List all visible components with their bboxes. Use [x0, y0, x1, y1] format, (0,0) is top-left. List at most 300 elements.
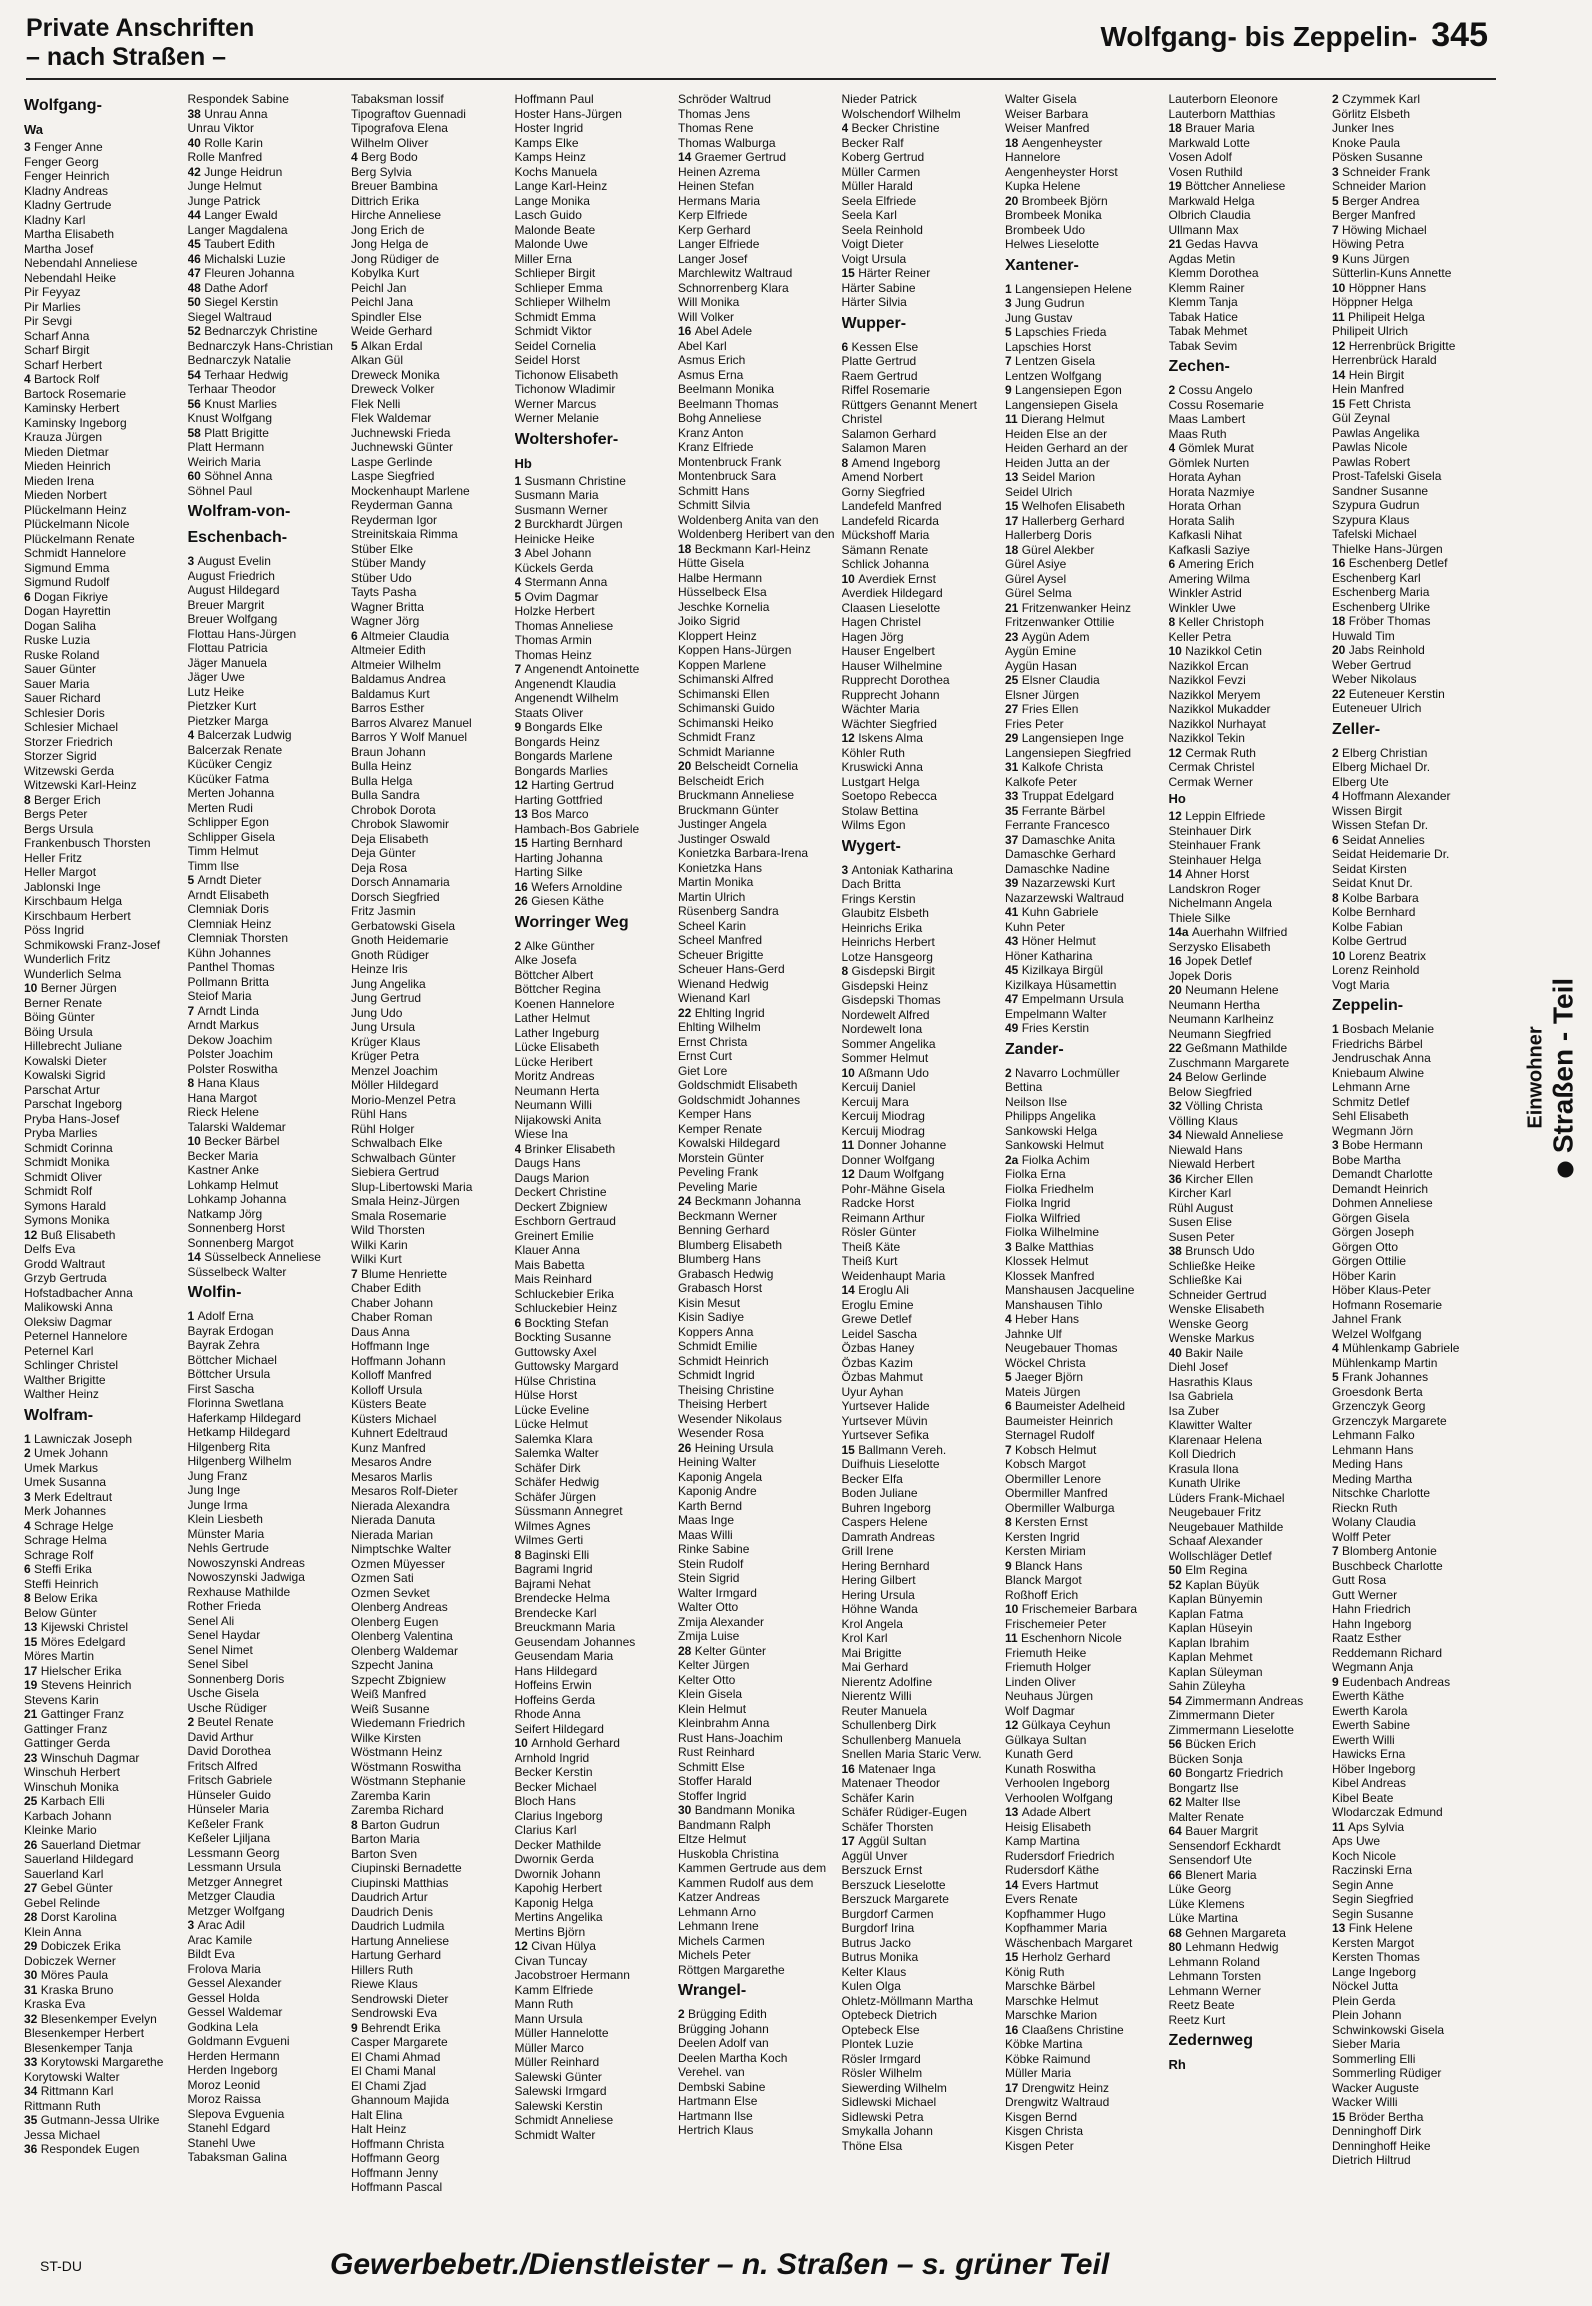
resident-entry: [1169, 427, 1327, 442]
resident-name: Clarius Ingeborg: [514, 1808, 603, 1823]
resident-name: Berger Manfred: [1332, 208, 1416, 222]
resident-entry: [1332, 150, 1490, 165]
resident-name: Giesen Käthe: [531, 894, 604, 908]
side-tab-line1: Einwohner: [1524, 1026, 1547, 1129]
resident-name: Herrenbrück Brigitte: [1348, 338, 1456, 353]
resident-name: Reddemann Richard: [1332, 1645, 1443, 1660]
street-heading: Wolfgang-: [24, 97, 102, 114]
resident-name: Rittmann Ruth: [24, 2098, 101, 2113]
resident-entry: [515, 1243, 673, 1258]
resident-entry: [1169, 983, 1327, 998]
house-number: 64: [1168, 1824, 1186, 1838]
resident-name: Keller Petra: [1168, 629, 1232, 644]
house-number: 17: [841, 1834, 859, 1848]
resident-entry: [188, 946, 346, 961]
resident-entry: [515, 1084, 673, 1099]
resident-name: Wilke Kirsten: [351, 1730, 422, 1745]
resident-entry: [1169, 1810, 1327, 1825]
resident-entry: [24, 1983, 182, 1998]
resident-name: Jung Gertrud: [351, 991, 422, 1005]
resident-name: Below Erika: [34, 1591, 98, 1605]
resident-entry: [24, 1344, 182, 1359]
resident-entry: [351, 1499, 509, 1514]
resident-entry: [24, 474, 182, 489]
resident-name: Jong Erich de: [351, 222, 425, 237]
resident-name: Bayrak Erdogan: [187, 1323, 274, 1338]
house-number: 52: [187, 324, 205, 338]
resident-entry: [842, 1501, 1000, 1516]
resident-entry: [188, 1265, 346, 1280]
resident-entry: [24, 691, 182, 706]
resident-entry: [515, 1606, 673, 1621]
resident-name: Agdas Metin: [1168, 251, 1236, 266]
resident-entry: [1332, 2066, 1490, 2081]
resident-name: Miller Erna: [514, 251, 572, 266]
resident-name: Daudrich Denis: [351, 1904, 434, 1919]
resident-name: Tipografova Elena: [351, 121, 448, 135]
resident-name: Krüger Petra: [351, 1049, 420, 1063]
resident-name: Görgen Ottilie: [1332, 1254, 1407, 1268]
house-number: 2: [514, 517, 525, 531]
resident-entry: [515, 1011, 673, 1026]
resident-entry: [188, 1889, 346, 1904]
resident-entry: [842, 775, 1000, 790]
resident-entry: [188, 1236, 346, 1251]
resident-name: Adolf Erna: [197, 1309, 254, 1323]
resident-name: Peichl Jana: [351, 295, 414, 309]
resident-entry: [678, 2036, 836, 2051]
resident-name: Becker Christine: [851, 121, 940, 135]
resident-name: Nierada Marian: [351, 1527, 434, 1542]
house-number: 23: [1005, 629, 1022, 644]
resident-name: Steiof Maria: [187, 989, 252, 1003]
resident-name: Michels Peter: [678, 1948, 751, 1962]
resident-name: Deja Günter: [351, 846, 416, 860]
resident-entry: [842, 1747, 1000, 1762]
resident-entry: [1005, 934, 1163, 949]
resident-entry: [1332, 949, 1490, 964]
resident-entry: [351, 1209, 509, 1224]
resident-entry: [24, 1693, 182, 1708]
resident-name: Rühl Hans: [351, 1107, 408, 1121]
resident-entry: [188, 1091, 346, 1106]
resident-name: Zimmermann Andreas: [1185, 1693, 1304, 1708]
house-number: 12: [514, 1939, 532, 1953]
resident-entry: [1005, 2081, 1163, 2096]
resident-name: Nierentz Adolfine: [841, 1674, 933, 1689]
resident-entry: [24, 1780, 182, 1795]
resident-entry: [515, 1185, 673, 1200]
resident-name: Schäfer Rüdiger-Eugen: [841, 1805, 967, 1819]
resident-entry: [678, 1049, 836, 1064]
resident-name: Brombeek Monika: [1005, 208, 1102, 222]
resident-name: Nazikkol Mukadder: [1168, 702, 1271, 716]
resident-name: Küsters Beate: [351, 1397, 427, 1411]
resident-name: Staats Oliver: [514, 705, 584, 720]
resident-name: Diehl Josef: [1168, 1360, 1228, 1374]
resident-name: Kunath Ulrike: [1168, 1476, 1241, 1490]
resident-entry: [24, 1751, 182, 1766]
resident-entry: [1005, 905, 1163, 920]
resident-entry: [1332, 833, 1490, 848]
resident-name: Gessel Alexander: [187, 1976, 282, 1990]
resident-entry: [1332, 556, 1490, 571]
resident-name: Voigt Ursula: [841, 251, 907, 266]
house-number: 7: [187, 1003, 198, 1018]
resident-name: Arndt Dieter: [197, 873, 262, 887]
house-number: 9: [1332, 251, 1343, 266]
resident-entry: [1005, 121, 1163, 136]
resident-entry: [515, 1707, 673, 1722]
resident-entry: [24, 532, 182, 547]
resident-entry: [1169, 1520, 1327, 1535]
resident-name: Blumberg Hans: [678, 1252, 761, 1266]
resident-entry: [188, 295, 346, 310]
resident-entry: [351, 295, 509, 310]
resident-entry: [842, 993, 1000, 1008]
resident-entry: [1332, 1588, 1490, 1603]
resident-name: Steinhauer Helga: [1168, 852, 1262, 867]
resident-entry: [842, 1182, 1000, 1197]
resident-name: Härter Silvia: [841, 295, 907, 309]
resident-entry: [351, 629, 509, 644]
house-number: 13: [1005, 470, 1022, 484]
resident-name: Dreweck Volker: [351, 382, 435, 396]
resident-name: Maas Ruth: [1168, 426, 1227, 441]
resident-entry: [24, 430, 182, 445]
resident-entry: [842, 1254, 1000, 1269]
resident-entry: [188, 902, 346, 917]
resident-name: Sauerland Karl: [24, 1866, 104, 1881]
resident-entry: [351, 1818, 509, 1833]
resident-name: Tafelski Michael: [1332, 527, 1417, 541]
house-number: 13: [24, 1620, 41, 1634]
resident-entry: [678, 1890, 836, 1905]
resident-entry: [1332, 426, 1490, 441]
resident-entry: [188, 1149, 346, 1164]
resident-name: Wegmann Anja: [1332, 1660, 1414, 1674]
resident-name: Werner Melanie: [514, 411, 599, 425]
resident-entry: [188, 266, 346, 281]
resident-entry: [188, 1527, 346, 1542]
resident-entry: [515, 720, 673, 735]
resident-entry: [24, 488, 182, 503]
resident-entry: [515, 1852, 673, 1867]
resident-entry: [351, 426, 509, 441]
resident-entry: [842, 456, 1000, 471]
resident-name: Wolany Claudia: [1332, 1515, 1416, 1529]
resident-name: Jung Gustav: [1005, 310, 1073, 325]
resident-name: Heller Fritz: [24, 850, 83, 865]
resident-name: Dietrich Hiltrud: [1332, 2153, 1411, 2167]
resident-name: Dorsch Annamaria: [351, 875, 450, 889]
resident-entry: [351, 2166, 509, 2181]
resident-entry: [1169, 470, 1327, 485]
resident-name: Sommerling Rüdiger: [1332, 2066, 1442, 2080]
resident-name: Yurtsever Sefika: [841, 1428, 929, 1442]
resident-name: Rüsenberg Sandra: [678, 904, 779, 918]
resident-entry: [678, 498, 836, 513]
resident-entry: [1005, 557, 1163, 572]
resident-name: Senel Sibel: [187, 1657, 249, 1671]
resident-entry: [678, 614, 836, 629]
resident-name: Lasch Guido: [514, 208, 582, 222]
resident-entry: [515, 1200, 673, 1215]
house-number: 37: [1005, 832, 1022, 847]
resident-entry: [1169, 1940, 1327, 1955]
resident-name: Klein Anna: [24, 1924, 82, 1939]
resident-name: Görlitz Elsbeth: [1332, 106, 1411, 121]
resident-name: Sehl Elisabeth: [1332, 1109, 1409, 1123]
resident-name: Müller Hannelotte: [514, 2026, 609, 2040]
resident-entry: [1005, 1907, 1163, 1922]
resident-entry: [24, 2128, 182, 2143]
resident-name: Wenske Markus: [1168, 1331, 1255, 1345]
resident-entry: [678, 2123, 836, 2138]
resident-entry: [515, 411, 673, 426]
resident-name: Langensiepen Helene: [1015, 281, 1132, 296]
resident-name: Soetopo Rebecca: [841, 789, 937, 803]
resident-name: Heiden Gerhard an der: [1005, 441, 1128, 455]
resident-name: Verhoolen Wolfgang: [1005, 1790, 1113, 1805]
resident-entry: [678, 933, 836, 948]
resident-name: Ferrante Bärbel: [1021, 803, 1106, 818]
resident-entry: [678, 1774, 836, 1789]
resident-name: Mieden Norbert: [24, 488, 107, 502]
resident-entry: [842, 1834, 1000, 1849]
resident-entry: [24, 1852, 182, 1867]
house-number: 2: [24, 1446, 35, 1460]
resident-name: Kunz Manfred: [351, 1440, 426, 1455]
resident-name: Schäfer Karin: [841, 1790, 915, 1805]
resident-name: Christel: [841, 412, 883, 426]
resident-name: Seidel Ulrich: [1005, 484, 1073, 499]
resident-entry: [1332, 1994, 1490, 2009]
resident-name: Bartock Rosemarie: [24, 386, 127, 401]
resident-entry: [351, 1470, 509, 1485]
resident-entry: [1005, 1544, 1163, 1559]
resident-name: Rother Frieda: [187, 1599, 261, 1613]
resident-name: Rudersdorf Friedrich: [1005, 1848, 1115, 1863]
resident-name: Lather Ingeburg: [514, 1025, 600, 1040]
resident-name: Rinke Sabine: [678, 1542, 750, 1556]
resident-entry: [678, 1557, 836, 1572]
resident-name: Below Günter: [24, 1605, 97, 1620]
resident-name: Raatz Esther: [1332, 1631, 1402, 1645]
resident-name: Guttowsky Axel: [514, 1344, 597, 1359]
house-number: 2: [1168, 383, 1179, 397]
resident-entry: [1332, 2008, 1490, 2023]
resident-entry: [188, 656, 346, 671]
resident-entry: [678, 1484, 836, 1499]
resident-entry: [24, 329, 182, 344]
resident-name: Angenendt Antoinette: [524, 662, 640, 676]
resident-name: Fett Christa: [1348, 396, 1411, 411]
resident-entry: [24, 1054, 182, 1069]
resident-entry: [188, 1324, 346, 1339]
resident-name: Eroglu Ali: [858, 1283, 909, 1297]
resident-name: Stevens Karin: [24, 1692, 99, 1707]
resident-name: Dach Britta: [841, 877, 901, 891]
resident-entry: [188, 1062, 346, 1077]
resident-entry: [24, 2142, 182, 2157]
resident-entry: [1169, 1476, 1327, 1491]
resident-entry: [188, 931, 346, 946]
resident-entry: [351, 1238, 509, 1253]
resident-entry: [842, 1689, 1000, 1704]
resident-entry: [515, 1156, 673, 1171]
resident-entry: [188, 1860, 346, 1875]
house-number: 15: [1332, 396, 1349, 411]
resident-entry: [678, 832, 836, 847]
house-number: 11: [1332, 1819, 1349, 1834]
resident-name: Berg Bodo: [361, 150, 418, 164]
resident-entry: [1005, 2008, 1163, 2023]
resident-entry: [842, 2023, 1000, 2038]
house-number: 13: [1005, 1805, 1022, 1819]
resident-entry: [1169, 281, 1327, 296]
resident-name: Rösler Irmgard: [841, 2051, 921, 2066]
resident-entry: [188, 859, 346, 874]
resident-entry: [842, 1124, 1000, 1139]
resident-entry: [351, 701, 509, 716]
resident-name: Clarius Karl: [514, 1823, 577, 1837]
resident-entry: [842, 1892, 1000, 1907]
resident-name: Friemuth Heike: [1005, 1645, 1087, 1660]
resident-entry: [1005, 2052, 1163, 2067]
resident-entry: [515, 310, 673, 325]
resident-entry: [351, 1339, 509, 1354]
resident-entry: [351, 817, 509, 832]
resident-name: Optebeck Else: [841, 2022, 920, 2037]
resident-name: Niewald Hans: [1168, 1142, 1243, 1157]
resident-entry: [188, 107, 346, 122]
resident-entry: [678, 1905, 836, 1920]
resident-entry: [1005, 1588, 1163, 1603]
resident-entry: [842, 2081, 1000, 2096]
resident-name: Ewerth Käthe: [1332, 1689, 1405, 1703]
resident-entry: [515, 121, 673, 136]
resident-name: Smala Rosemarie: [351, 1208, 447, 1223]
resident-name: Euteneuer Kerstin: [1348, 686, 1445, 701]
house-number: 20: [1168, 983, 1186, 997]
resident-entry: [24, 198, 182, 213]
resident-name: Walter Irmgard: [678, 1585, 757, 1600]
resident-name: Hermans Maria: [678, 193, 761, 208]
resident-name: Koll Diedrich: [1168, 1447, 1236, 1461]
resident-entry: [1005, 412, 1163, 427]
house-number: 36: [24, 2142, 41, 2156]
resident-name: Smala Heinz-Jürgen: [351, 1194, 460, 1208]
resident-entry: [515, 1388, 673, 1403]
resident-name: Bohg Anneliese: [678, 411, 762, 425]
resident-name: Markwald Helga: [1168, 193, 1255, 208]
resident-entry: [188, 252, 346, 267]
house-number: 20: [1005, 193, 1022, 208]
resident-entry: [1332, 847, 1490, 862]
resident-entry: [515, 2128, 673, 2143]
resident-entry: [351, 223, 509, 238]
resident-entry: [351, 1774, 509, 1789]
resident-entry: [351, 1180, 509, 1195]
house-number: 30: [678, 1803, 695, 1817]
resident-entry: [678, 411, 836, 426]
resident-entry: [24, 1867, 182, 1882]
resident-entry: [351, 208, 509, 223]
resident-entry: [1005, 1762, 1163, 1777]
resident-entry: [24, 735, 182, 750]
resident-entry: [351, 165, 509, 180]
house-number: 9: [514, 720, 525, 734]
resident-name: Jahnke Ulf: [1005, 1326, 1062, 1341]
resident-entry: [24, 1635, 182, 1650]
house-number: 17: [1005, 2080, 1022, 2095]
resident-entry: [842, 2037, 1000, 2052]
resident-name: Wolff Peter: [1332, 1529, 1391, 1544]
house-number: 7: [1005, 354, 1016, 368]
resident-name: Theiß Käte: [841, 1239, 901, 1254]
resident-name: Jung Angelika: [351, 976, 426, 991]
resident-name: Plein Johann: [1332, 2008, 1402, 2022]
resident-name: Knoke Paula: [1332, 135, 1401, 150]
resident-name: Below Gerlinde: [1185, 1070, 1267, 1084]
resident-entry: [515, 1069, 673, 1084]
resident-entry: [1169, 1868, 1327, 1883]
resident-name: Kolloff Ursula: [351, 1382, 423, 1397]
resident-name: Bulla Sandra: [351, 788, 420, 802]
resident-entry: [1005, 2124, 1163, 2139]
resident-entry: [188, 223, 346, 238]
resident-name: Martin Monika: [678, 875, 754, 889]
resident-name: Langer Josef: [678, 251, 748, 266]
resident-name: Demandt Heinrich: [1332, 1181, 1429, 1196]
house-number: 4: [1005, 1312, 1016, 1326]
resident-entry: [515, 503, 673, 518]
resident-name: Czymmek Karl: [1342, 92, 1421, 106]
resident-entry: [1005, 1138, 1163, 1153]
resident-name: Kisgen Peter: [1005, 2138, 1074, 2153]
resident-entry: [842, 136, 1000, 151]
resident-name: Schlieper Emma: [514, 280, 603, 295]
resident-entry: [24, 851, 182, 866]
resident-name: Kniebaum Alwine: [1332, 1065, 1425, 1080]
resident-name: Respondek Eugen: [40, 2142, 140, 2156]
resident-entry: [351, 759, 509, 774]
resident-entry: [678, 1194, 836, 1209]
house-number: 12: [841, 731, 859, 745]
resident-entry: [1005, 586, 1163, 601]
resident-name: Duifhuis Lieselotte: [841, 1457, 940, 1471]
resident-name: Horata Ayhan: [1168, 470, 1241, 484]
resident-entry: [188, 699, 346, 714]
resident-entry: [1169, 1404, 1327, 1419]
resident-name: Euteneuer Ulrich: [1332, 701, 1422, 715]
resident-name: Becker Elfa: [841, 1471, 903, 1486]
resident-name: Glaubitz Elsbeth: [841, 906, 929, 920]
resident-entry: [188, 2049, 346, 2064]
resident-name: Vogt Maria: [1332, 977, 1390, 992]
resident-name: Koenen Hannelore: [514, 996, 615, 1011]
resident-name: Berger Andrea: [1342, 193, 1420, 208]
resident-name: Yurtsever Halide: [841, 1399, 930, 1413]
resident-name: Flek Nelli: [351, 396, 401, 411]
resident-entry: [24, 1199, 182, 1214]
resident-name: Bajrami Nehat: [514, 1576, 591, 1591]
resident-name: Kammen Gertrude aus dem: [678, 1861, 827, 1875]
resident-name: Dorst Karolina: [40, 1910, 117, 1924]
resident-name: Damaschke Anita: [1021, 832, 1116, 847]
resident-name: Thomas Heinz: [514, 647, 592, 662]
